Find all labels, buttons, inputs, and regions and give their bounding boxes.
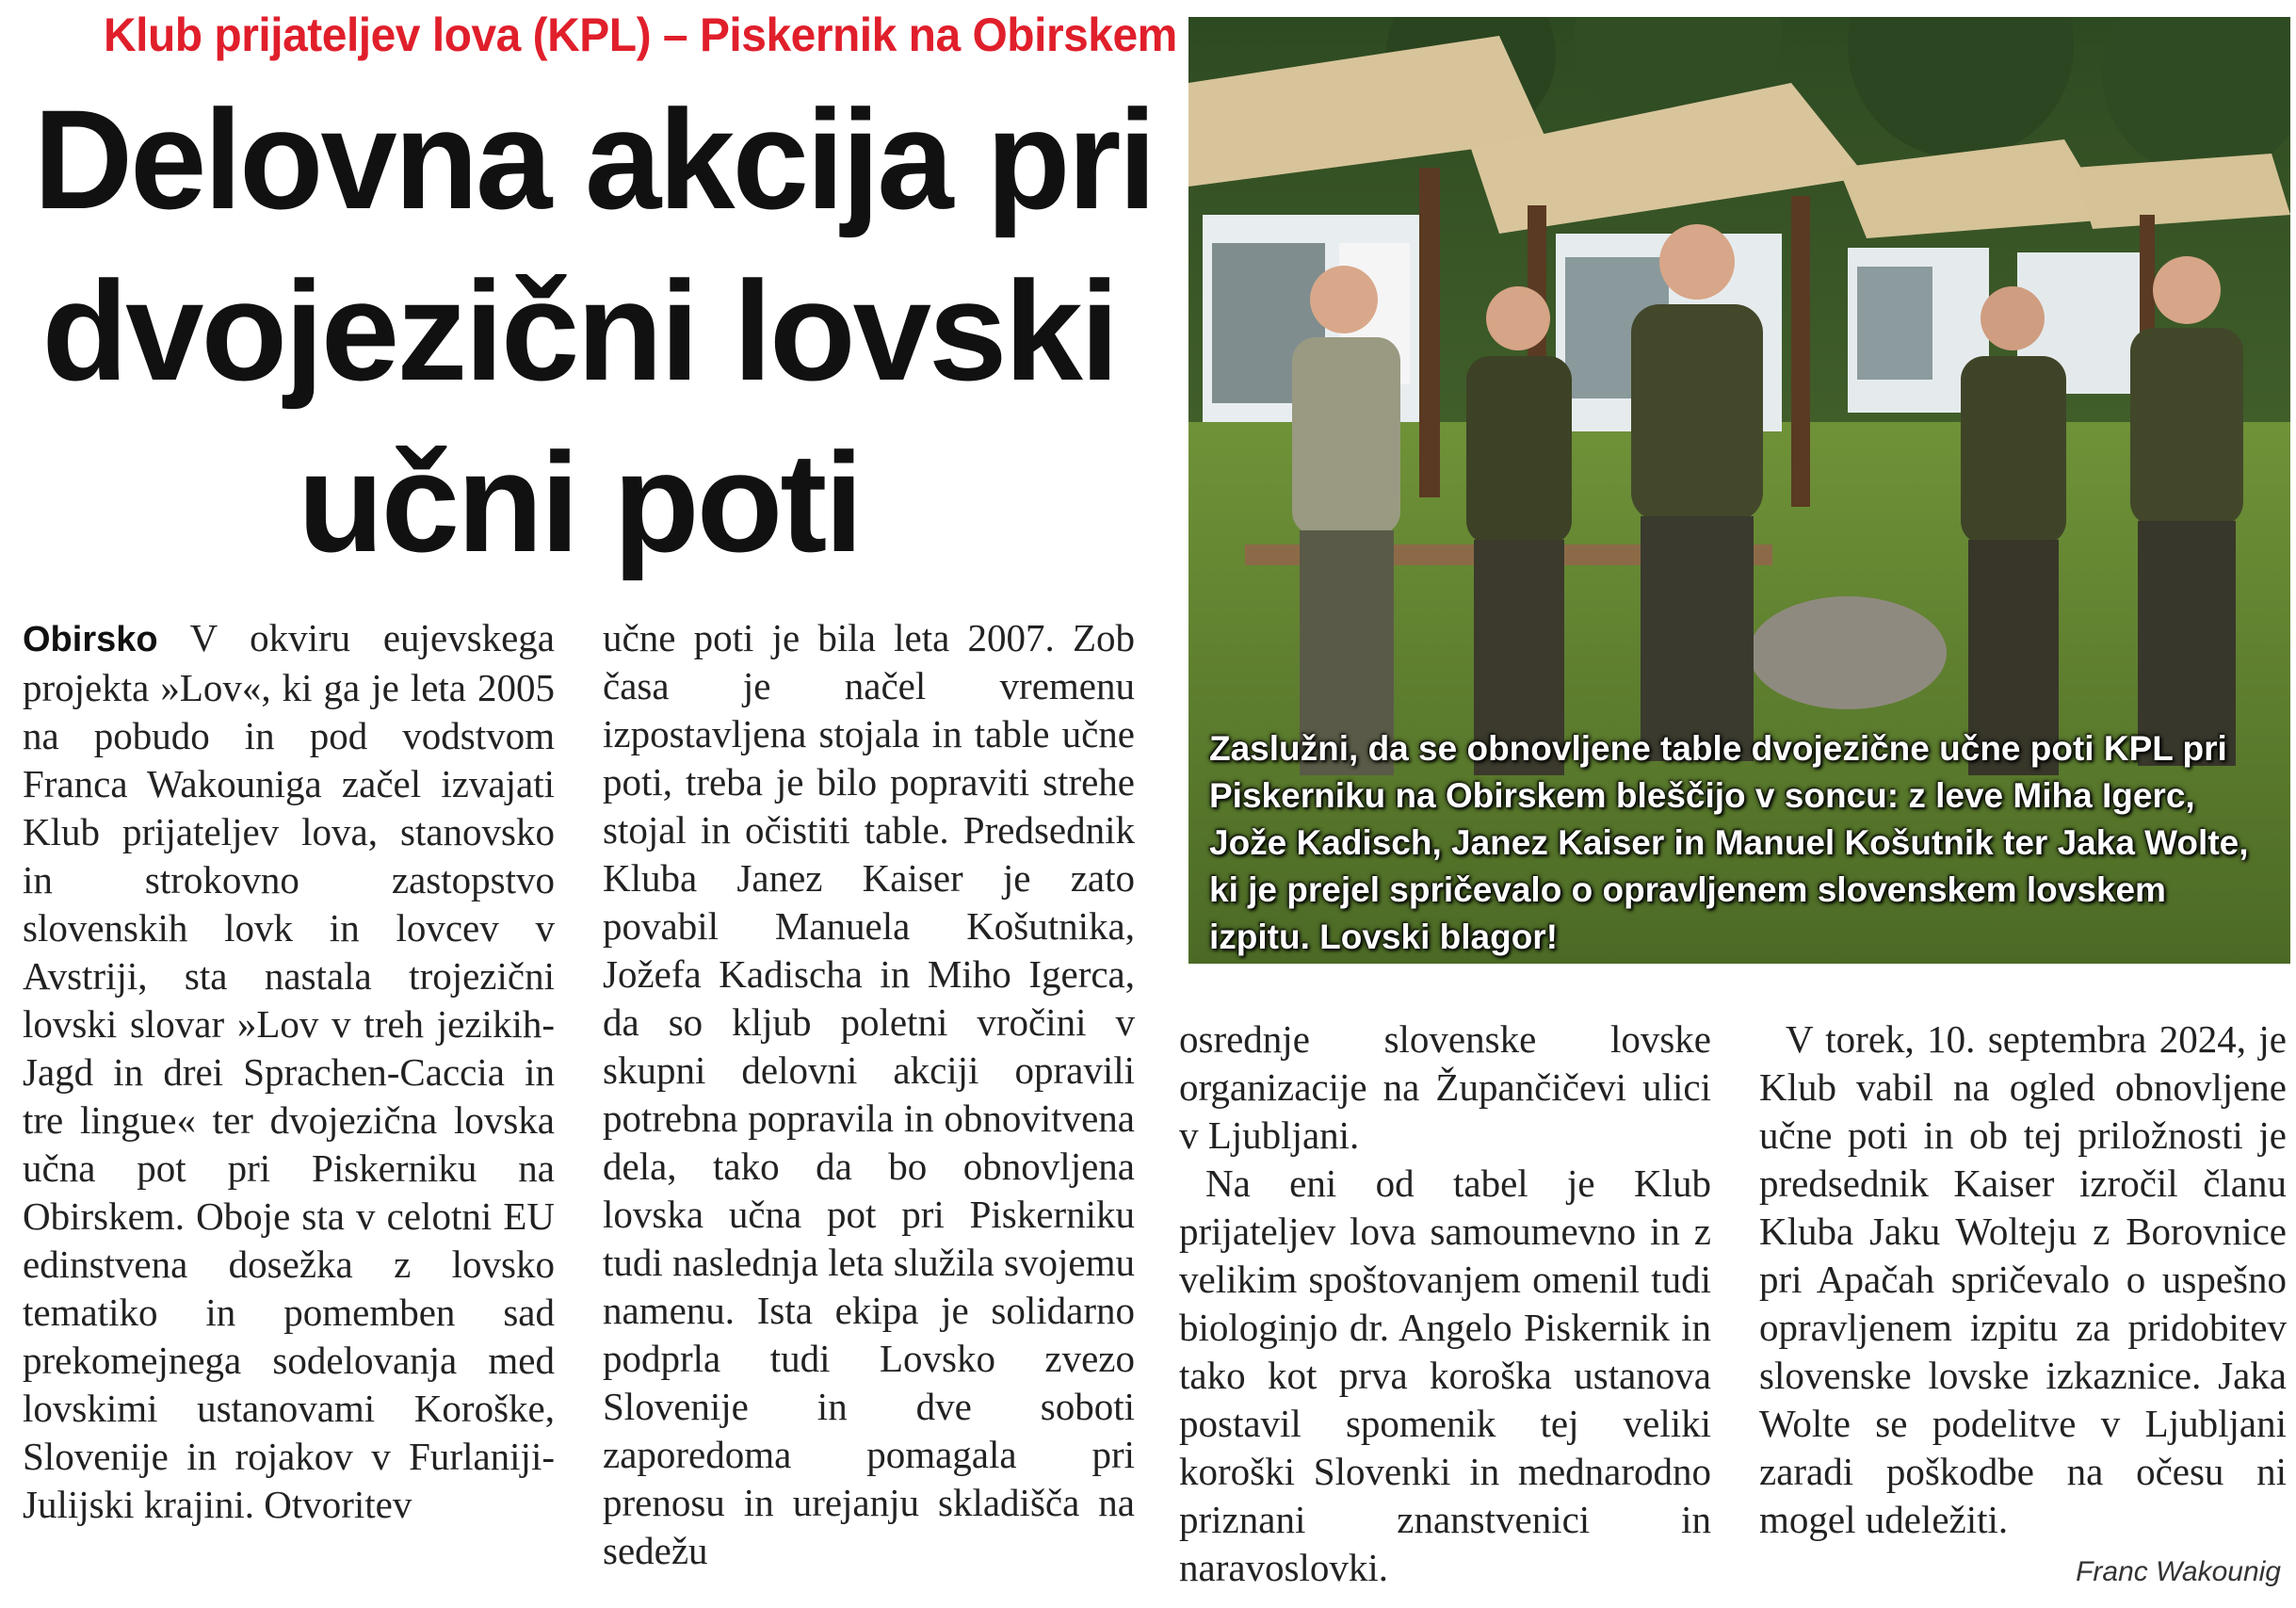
photo-caption: Zaslužni, da se obnovljene table dvojezične učne poti KPL pri Piskerniku na Obirskem bleščijo v soncu: z leve Miha Igerc, Jože Kadisch, Janez Kaiser in Manuel Košutnik ter Jaka Wolte, ki je prejel spričevalo o opravljenem slovenskem lovskem izpitu. Lovski blagor! bbox=[1209, 729, 2249, 956]
column-2-text: učne poti je bila leta 2007. Zob časa je načel vremenu izpostavljena stojala in table učne poti, treba je bilo popraviti strehe stojal in očistiti table. Predsednik Kluba Janez Kaiser je zato povabil Manuela Košutnika, Jožefa Kadischa in Miho Igerca, da so kljub poletni vročini v skupni delovni akciji opravili potrebna popravila in obnovitvena dela, tako da bo obnovljena lovska učna pot pri Piskerniku tudi naslednja leta služila svojemu namenu. Ista ekipa je solidarno podprla tudi Lovsko zvezo Slovenije in dve soboti zaporedoma pomagala pri prenosu in urejanju skladišča na sedežu bbox=[603, 616, 1135, 1572]
author-byline: Franc Wakounig bbox=[2076, 1556, 2281, 1587]
section-kicker: Klub prijateljev lova (KPL) – Piskernik na Obirskem bbox=[104, 8, 1177, 61]
column-4-text: V torek, 10. septembra 2024, je Klub vabil na ogled obnovljene učne poti in ob tej priložnosti je predsednik Kaiser izročil članu Kluba Jaku Wolteju z Borovnice pri Apačah spričevalo o uspešno opravljenem izpitu za pridobitev slovenske lovske izkaznice. Jaka Wolte se podelitve v Ljubljani zaradi poškodbe na očesu ni mogel udeležiti. bbox=[1759, 1017, 2287, 1541]
article-column-2 bbox=[603, 614, 1135, 1575]
dateline: Obirsko bbox=[23, 620, 158, 659]
column-3-paragraph-1: osrednje slovenske lovske organizacije na Župančičevi ulici v Ljubljani. bbox=[1179, 1017, 1711, 1157]
column-3-paragraph-2: Na eni od tabel je Klub prijateljev lova samoumevno in z velikim spoštovanjem omenil tudi biologinjo dr. Angelo Piskernik in tako kot prva koroška ustanova postavil spomenik tej veliki koroški Slovenki in mednarodno priznani znanstvenici in naravoslovki. bbox=[1179, 1161, 1711, 1589]
headline-line-2: dvojezični lovski bbox=[41, 252, 1117, 410]
headline-line-3: učni poti bbox=[298, 423, 861, 581]
group-photo bbox=[1188, 17, 2290, 964]
article-column-4 bbox=[1759, 1015, 2287, 1544]
article-column-1 bbox=[23, 614, 555, 1529]
article-column-3 bbox=[1179, 1015, 1711, 1592]
column-1-text: V okviru eujevskega projekta »Lov«, ki ga je leta 2005 na pobudo in pod vodstvom Franca Wakouniga začel izvajati Klub prijateljev lova, stanovsko in strokovno zastopstvo slovenskih lovk in lovcev v Avstriji, sta nastala trojezični lovski slovar »Lov v treh jezikih-Jagd in drei Sprachen-Caccia in tre lingue« ter dvojezična lovska učna pot pri Piskerniku na Obirskem. Oboje sta v celotni EU edinstvena dosežka z lovsko tematiko in pomemben sad prekomejnega sodelovanja med lovskimi ustanovami Koroške, Slovenije in rojakov v Furlaniji-Julijski krajini. Otvoritev bbox=[23, 616, 555, 1526]
headline-line-1: Delovna akcija pri bbox=[33, 80, 1155, 238]
article-headline bbox=[19, 73, 1155, 588]
